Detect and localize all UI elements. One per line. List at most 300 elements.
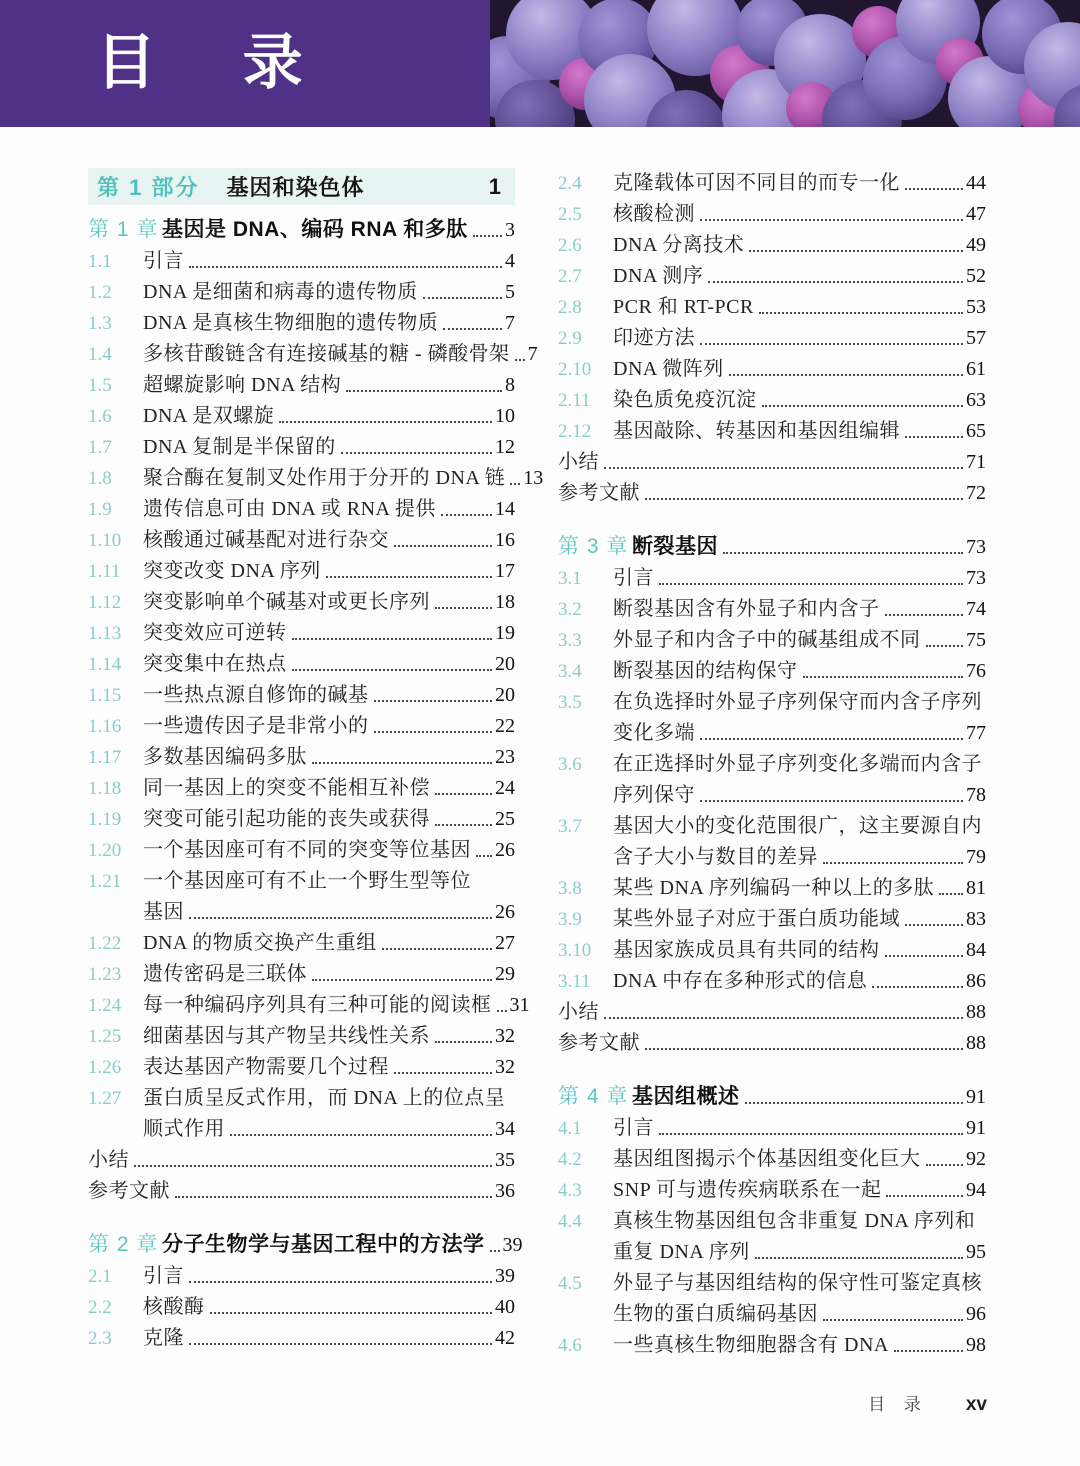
page-number: 14 (495, 498, 515, 520)
page-number: 24 (495, 777, 515, 799)
entry-title-continued: 基因 (143, 901, 184, 923)
toc-section-row (558, 354, 986, 385)
entry-title: DNA 是细菌和病毒的遗传物质 (143, 281, 418, 303)
section-number: 4.3 (558, 1180, 582, 1201)
page-number: 79 (966, 846, 986, 868)
section-number: 3.10 (558, 940, 592, 961)
page-number: 98 (966, 1334, 986, 1356)
section-number: 4.5 (558, 1273, 582, 1294)
dot-leader (886, 1195, 963, 1197)
toc-section-row (88, 525, 515, 556)
section-number: 2.6 (558, 235, 582, 256)
toc-section-row (88, 618, 515, 649)
dot-leader (700, 219, 963, 221)
dot-leader (885, 955, 964, 957)
section-number: 1.3 (88, 313, 112, 334)
section-line-2 (88, 897, 515, 928)
entry-title: 某些 DNA 序列编码一种以上的多肽 (613, 877, 935, 899)
dot-leader (312, 979, 492, 981)
entry-title: DNA 分离技术 (613, 234, 745, 256)
toc-section-row (558, 966, 986, 997)
chapter-gap (558, 509, 986, 531)
dot-leader (476, 855, 492, 857)
toc-section-row (88, 711, 515, 742)
toc-column-right (558, 168, 986, 1361)
section-number: 2.1 (88, 1266, 112, 1287)
entry-title: 断裂基因的结构保守 (613, 660, 798, 682)
page-number: 25 (495, 808, 515, 830)
section-number: 1.12 (88, 592, 122, 613)
dot-leader (729, 374, 963, 376)
page-number: 57 (966, 327, 986, 349)
page-number: 7 (505, 312, 515, 334)
toc-section-row (558, 749, 986, 811)
page-number: 23 (495, 746, 515, 768)
entry-title: 外显子与基因组结构的保守性可鉴定真核 (613, 1272, 982, 1294)
section-line-2 (88, 1114, 515, 1145)
chapter-label: 第 4 章 (558, 1085, 629, 1108)
dot-leader (189, 1343, 492, 1345)
dot-leader (326, 576, 492, 578)
page-number: 8 (505, 374, 515, 396)
entry-title: DNA 的物质交换产生重组 (143, 932, 377, 954)
toc-section-row (88, 1052, 515, 1083)
entry-title: SNP 可与遗传疾病联系在一起 (613, 1179, 882, 1201)
toc-section-row (558, 261, 986, 292)
dot-leader (823, 1319, 963, 1321)
toc-chapter-row (88, 1229, 523, 1261)
page-number: 26 (495, 839, 515, 861)
section-number: 1.11 (88, 561, 121, 582)
entry-title: 参考文献 (558, 1032, 640, 1054)
entry-title-continued: 顺式作用 (143, 1118, 225, 1140)
section-number: 1.19 (88, 809, 122, 830)
toc-section-row (88, 680, 515, 711)
toc-section-row (88, 959, 515, 990)
page-number: 76 (966, 660, 986, 682)
section-number: 2.9 (558, 328, 582, 349)
entry-title: 小结 (558, 451, 599, 473)
toc-section-row (88, 308, 515, 339)
dot-leader (749, 250, 963, 252)
page-title: 目 录 (96, 29, 307, 96)
toc-section-row (558, 385, 986, 416)
entry-title: 断裂基因含有外显子和内含子 (613, 598, 880, 620)
section-number: 2.8 (558, 297, 582, 318)
dot-leader (745, 1102, 964, 1104)
entry-title: 一些真核生物细胞器含有 DNA (613, 1334, 889, 1356)
entry-title: 参考文献 (88, 1180, 170, 1202)
page-number: 49 (966, 234, 986, 256)
page-number: 73 (966, 536, 986, 558)
dot-leader (700, 738, 963, 740)
header-photo-cells (490, 0, 1080, 127)
entry-title: 基因大小的变化范围很广，这主要源自内 (613, 815, 982, 837)
entry-title: 遗传密码是三联体 (143, 963, 307, 985)
entry-title: 染色质免疫沉淀 (613, 389, 757, 411)
page-number: 83 (966, 908, 986, 930)
page-number: 96 (966, 1303, 986, 1325)
toc-section-row (88, 587, 515, 618)
entry-title: 引言 (613, 567, 654, 589)
page-number: 20 (495, 653, 515, 675)
section-number: 1.16 (88, 716, 122, 737)
toc-section-row (558, 292, 986, 323)
entry-title: 一些热点源自修饰的碱基 (143, 684, 369, 706)
page-number: 20 (495, 684, 515, 706)
section-number: 3.7 (558, 816, 582, 837)
entry-title: 外显子和内含子中的碱基组成不同 (613, 629, 921, 651)
entry-title: 突变集中在热点 (143, 653, 287, 675)
page-number: 17 (495, 560, 515, 582)
page-number: 75 (966, 629, 986, 651)
page-number: 47 (966, 203, 986, 225)
dot-leader (645, 1048, 963, 1050)
entry-title: DNA 微阵列 (613, 358, 724, 380)
dot-leader (759, 312, 963, 314)
section-number: 1.23 (88, 964, 122, 985)
entry-title: 小结 (558, 1001, 599, 1023)
page-number: 52 (966, 265, 986, 287)
toc-section-row (88, 835, 515, 866)
section-number: 3.3 (558, 630, 582, 651)
dot-leader (872, 986, 963, 988)
entry-title-continued: 重复 DNA 序列 (613, 1241, 750, 1263)
dot-leader (604, 467, 963, 469)
toc-column-left (88, 168, 544, 1354)
section-number: 1.10 (88, 530, 122, 551)
toc-section-row (88, 1021, 515, 1052)
dot-leader (926, 645, 964, 647)
entry-title: 基因组图揭示个体基因组变化巨大 (613, 1148, 921, 1170)
toc-summary-row (558, 447, 986, 478)
toc-chapter-row (558, 1081, 986, 1113)
entry-title: 真核生物基因组包含非重复 DNA 序列和 (613, 1210, 976, 1232)
toc-summary-row (558, 478, 986, 509)
entry-title-continued: 含子大小与数目的差异 (613, 846, 818, 868)
page-number: 12 (495, 436, 515, 458)
dot-leader (435, 824, 492, 826)
section-number: 3.8 (558, 878, 582, 899)
dot-leader (175, 1196, 492, 1198)
page-number: 63 (966, 389, 986, 411)
dot-leader (394, 1072, 492, 1074)
section-number: 1.9 (88, 499, 112, 520)
section-number: 3.1 (558, 568, 582, 589)
dot-leader (382, 948, 492, 950)
section-number: 1.18 (88, 778, 122, 799)
dot-leader (823, 862, 963, 864)
page-number: 72 (966, 482, 986, 504)
dot-leader (803, 676, 964, 678)
page-number: 27 (495, 932, 515, 954)
toc-summary-row (558, 1028, 986, 1059)
entry-title: 在正选择时外显子序列变化多端而内含子 (613, 753, 982, 775)
entry-title-continued: 序列保守 (613, 784, 695, 806)
entry-title-continued: 变化多端 (613, 722, 695, 744)
section-number: 1.26 (88, 1057, 122, 1078)
section-number: 2.5 (558, 204, 582, 225)
dot-leader (374, 731, 493, 733)
section-number: 1.24 (88, 995, 122, 1016)
section-line-2 (558, 1299, 986, 1330)
toc-section-row (88, 1261, 515, 1292)
toc-section-row (88, 370, 515, 401)
entry-title: 引言 (143, 1265, 184, 1287)
section-number: 1.17 (88, 747, 122, 768)
page-number: 19 (495, 622, 515, 644)
page-number: 29 (495, 963, 515, 985)
chapter-title: 基因是 DNA、编码 RNA 和多肽 (162, 218, 468, 241)
entry-title: 突变影响单个碱基对或更长序列 (143, 591, 430, 613)
entry-title: 小结 (88, 1149, 129, 1171)
page-number: 65 (966, 420, 986, 442)
dot-leader (230, 1134, 492, 1136)
entry-title: 引言 (143, 250, 184, 272)
dot-leader (435, 607, 492, 609)
section-number: 1.27 (88, 1088, 122, 1109)
toc-section-row (558, 1268, 986, 1330)
section-number: 3.6 (558, 754, 582, 775)
dot-leader (905, 436, 963, 438)
section-number: 2.10 (558, 359, 592, 380)
entry-title: 细菌基因与其产物呈共线性关系 (143, 1025, 430, 1047)
section-number: 2.4 (558, 173, 582, 194)
page-number: 36 (495, 1180, 515, 1202)
entry-title: 一些遗传因子是非常小的 (143, 715, 369, 737)
entry-title: DNA 是真核生物细胞的遗传物质 (143, 312, 439, 334)
dot-leader (645, 498, 963, 500)
section-number: 1.22 (88, 933, 122, 954)
dot-leader (423, 297, 502, 299)
section-line-2 (558, 780, 986, 811)
toc-section-row (88, 432, 515, 463)
page-number: 10 (495, 405, 515, 427)
toc-section-row (88, 1083, 515, 1145)
section-line-1 (558, 1206, 986, 1237)
dot-leader (755, 1257, 963, 1259)
toc-section-row (558, 811, 986, 873)
page-number: 39 (495, 1265, 515, 1287)
chapter-label: 第 3 章 (558, 535, 629, 558)
footer-label: 目 录 (868, 1395, 924, 1414)
page-footer (868, 1390, 987, 1416)
toc-section-row (558, 1175, 986, 1206)
entry-title-continued: 生物的蛋白质编码基因 (613, 1303, 818, 1325)
entry-title: 某些外显子对应于蛋白质功能域 (613, 908, 900, 930)
section-line-1 (88, 1083, 515, 1114)
entry-title: 克隆载体可因不同目的而专一化 (613, 172, 900, 194)
page-number: 91 (966, 1086, 986, 1108)
section-line-2 (558, 842, 986, 873)
dot-leader (443, 328, 502, 330)
entry-title: 在负选择时外显子序列保守而内含子序列 (613, 691, 982, 713)
dot-leader (189, 917, 492, 919)
toc-section-row (88, 742, 515, 773)
entry-title: 蛋白质呈反式作用，而 DNA 上的位点呈 (143, 1087, 506, 1109)
dot-leader (905, 924, 963, 926)
section-line-1 (558, 749, 986, 780)
toc-section-row (558, 625, 986, 656)
toc-section-row (558, 1206, 986, 1268)
footer-page-number: xv (965, 1394, 987, 1415)
entry-title: 印迹方法 (613, 327, 695, 349)
entry-title: 突变改变 DNA 序列 (143, 560, 321, 582)
entry-title: 基因家族成员具有共同的结构 (613, 939, 880, 961)
section-number: 2.2 (88, 1297, 112, 1318)
dot-leader (723, 552, 963, 554)
dot-leader (341, 452, 492, 454)
toc-section-row (558, 168, 986, 199)
toc-section-row (88, 401, 515, 432)
part-title: 基因和染色体 (226, 175, 365, 200)
toc-section-row (88, 463, 544, 494)
dot-leader (394, 545, 492, 547)
toc-section-row (558, 230, 986, 261)
entry-title: 核酸通过碱基配对进行杂交 (143, 529, 389, 551)
dot-leader (435, 1041, 492, 1043)
section-number: 1.5 (88, 375, 112, 396)
page-number: 16 (495, 529, 515, 551)
entry-title: 超螺旋影响 DNA 结构 (143, 374, 342, 396)
dot-leader (659, 583, 963, 585)
section-number: 3.4 (558, 661, 582, 682)
page-number: 71 (966, 451, 986, 473)
toc-section-row (558, 904, 986, 935)
toc-summary-row (558, 997, 986, 1028)
page-number: 73 (966, 567, 986, 589)
toc-section-row (558, 1113, 986, 1144)
dot-leader (134, 1165, 492, 1167)
page-number: 34 (495, 1118, 515, 1140)
page-number: 81 (966, 877, 986, 899)
dot-leader (441, 514, 492, 516)
toc-section-row (88, 773, 515, 804)
section-number: 1.13 (88, 623, 122, 644)
dot-leader (346, 390, 502, 392)
page-number: 88 (966, 1032, 986, 1054)
section-number: 1.7 (88, 437, 112, 458)
section-number: 4.1 (558, 1118, 582, 1139)
dot-leader (894, 1350, 963, 1352)
dot-leader (497, 1010, 507, 1012)
section-number: 1.1 (88, 251, 112, 272)
page-number: 32 (495, 1056, 515, 1078)
section-number: 2.11 (558, 390, 591, 411)
entry-title: 突变效应可逆转 (143, 622, 287, 644)
section-line-1 (88, 866, 515, 897)
toc-section-row (558, 1330, 986, 1361)
entry-title: DNA 测序 (613, 265, 704, 287)
dot-leader (490, 1250, 500, 1252)
entry-title: DNA 中存在多种形式的信息 (613, 970, 868, 992)
page-number: 78 (966, 784, 986, 806)
entry-title: 核酸酶 (143, 1296, 205, 1318)
section-number: 1.14 (88, 654, 122, 675)
page-number: 39 (502, 1234, 523, 1256)
dot-leader (708, 281, 963, 283)
dot-leader (312, 762, 492, 764)
toc-section-row (88, 804, 515, 835)
chapter-gap (558, 1059, 986, 1081)
section-number: 2.3 (88, 1328, 112, 1349)
dot-leader (189, 266, 502, 268)
page-number: 95 (966, 1241, 986, 1263)
page-number: 86 (966, 970, 986, 992)
section-number: 1.20 (88, 840, 122, 861)
chapter-title: 断裂基因 (632, 535, 718, 558)
page-number: 4 (505, 250, 515, 272)
dot-leader (292, 669, 493, 671)
part-label: 第 1 部分 (97, 175, 200, 200)
dot-leader (905, 188, 963, 190)
page-number: 32 (495, 1025, 515, 1047)
section-line-2 (558, 718, 986, 749)
chapter-title: 基因组概述 (632, 1085, 740, 1108)
dot-leader (510, 483, 520, 485)
section-number: 3.11 (558, 971, 591, 992)
toc-section-row (88, 246, 515, 277)
page-number: 77 (966, 722, 986, 744)
section-number: 1.21 (88, 871, 122, 892)
page-number: 42 (495, 1327, 515, 1349)
section-number: 2.12 (558, 421, 592, 442)
dot-leader (189, 1281, 492, 1283)
toc-part-header (88, 168, 515, 205)
section-number: 1.4 (88, 344, 112, 365)
entry-title: DNA 是双螺旋 (143, 405, 275, 427)
toc-section-row (88, 649, 515, 680)
page-number: 26 (495, 901, 515, 923)
toc-section-row (88, 339, 538, 370)
page-number: 91 (966, 1117, 986, 1139)
page-number: 40 (495, 1296, 515, 1318)
entry-title: 核酸检测 (613, 203, 695, 225)
toc-chapter-row (88, 214, 515, 246)
dot-leader (604, 1017, 963, 1019)
section-number: 3.5 (558, 692, 582, 713)
toc-section-row (558, 594, 986, 625)
entry-title: 多核苷酸链含有连接碱基的糖 - 磷酸骨架 (143, 343, 510, 365)
page-number: 7 (527, 343, 538, 365)
section-number: 1.6 (88, 406, 112, 427)
chapter-label: 第 2 章 (88, 1233, 159, 1256)
dot-leader (210, 1312, 493, 1314)
toc-section-row (558, 687, 986, 749)
dot-leader (762, 405, 964, 407)
dot-leader (515, 359, 525, 361)
section-number: 4.2 (558, 1149, 582, 1170)
page-number: 92 (966, 1148, 986, 1170)
page-number: 22 (495, 715, 515, 737)
section-number: 1.2 (88, 282, 112, 303)
section-line-1 (558, 1268, 986, 1299)
dot-leader (435, 793, 492, 795)
chapter-label: 第 1 章 (88, 218, 159, 241)
part-page-number: 1 (488, 173, 501, 199)
section-line-1 (558, 811, 986, 842)
page-number: 44 (966, 172, 986, 194)
page-number: 84 (966, 939, 986, 961)
section-number: 4.4 (558, 1211, 582, 1232)
header-band (0, 0, 1080, 127)
entry-title: 一个基因座可有不同的突变等位基因 (143, 839, 471, 861)
entry-title: 遗传信息可由 DNA 或 RNA 提供 (143, 498, 436, 520)
dot-leader (926, 1164, 964, 1166)
section-number: 2.7 (558, 266, 582, 287)
entry-title: 突变可能引起功能的丧失或获得 (143, 808, 430, 830)
toc-section-row (88, 1323, 515, 1354)
